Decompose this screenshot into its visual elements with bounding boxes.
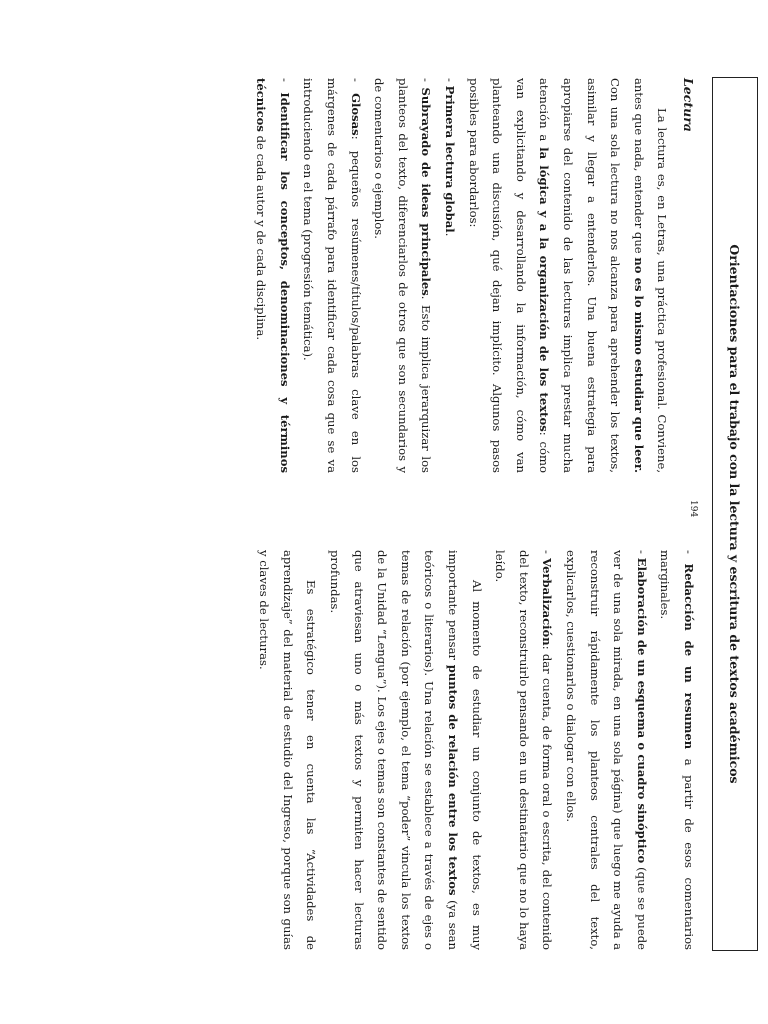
step-bold: Identificar los conceptos, denominaciones y términos técnicos — [254, 78, 292, 473]
step-text: de cada autor y de cada disciplina. — [254, 131, 269, 341]
step-bold: Elaboración de un esquema o cuadro sinóptico — [634, 557, 649, 864]
relation-bold: puntos de relación entre los textos — [446, 664, 461, 896]
strategy-paragraph: Es estratégico tener en cuenta las “Actividades de aprendizaje” del material de estudio del Ingreso, porque son guías y claves de lecturas. — [257, 550, 319, 950]
step-text: a partir de esos comentarios marginales. — [658, 550, 696, 950]
step-text: (que se puede ver de una sola mirada, en una sola página) que luego me ayuda a reconstruir rápidamente los planteos centrales del texto, explicarlos, cuestionarlos o dialogar con ellos. — [564, 550, 649, 950]
intro-text-1: La lectura es, en Letras, una práctica profesional. Conviene, antes que nada, entender que — [631, 78, 670, 473]
step-bold: Primera lectura global — [443, 85, 458, 233]
step-dash: - — [419, 78, 434, 88]
step-text: : pequeños resúmenes/títulos/palabras clave en los márgenes de cada párrafo para identificar cada cosa que se va introduciendo en el tema (progresión temática). — [301, 78, 363, 473]
step-dash: - — [443, 78, 458, 86]
relation-text-1: Al momento de estudiar un conjunto de textos, es muy importante pensar — [446, 550, 484, 950]
step-subrayado — [367, 78, 438, 473]
left-column — [249, 78, 700, 473]
step-text: . — [443, 232, 458, 237]
intro-paragraph — [461, 78, 673, 473]
right-column — [252, 550, 700, 950]
step-dash: - — [540, 550, 555, 559]
intro-text-2: Con una sola lectura no nos alcanza para aprehender los textos, asimilar y llegar a entenderlos. Una buena estrategia para apropiarse del contenido de las lecturas implica prestar mucha atención a — [537, 78, 623, 473]
step-verbalizacion — [488, 550, 559, 950]
step-dash: - — [634, 550, 649, 558]
step-bold: Subrayado de ideas principales — [419, 87, 434, 296]
step-bold: Verbalización — [540, 558, 555, 646]
step-bold: Glosas — [348, 93, 363, 136]
intro-text-3: : cómo van explicitando y desarrollando la información, cómo van planteando una discusión, qué dejan implícito. Algunos pasos posibles para abordarlos: — [466, 78, 552, 473]
step-primera-lectura — [437, 78, 461, 473]
intro-bold-1: no es lo mismo estudiar que leer. — [631, 257, 646, 473]
relation-text-2: (ya sean teóricos o literarios). Una relación se establece a través de ejes o temas de relación (por ejemplo, el tema “poder” vincula los textos de la Unidad “Lengua”). Los ejes o temas son constantes de sentido que atraviesan uno o más textos y permiten hacer lecturas profundas. — [328, 550, 461, 951]
step-glosas — [296, 78, 367, 473]
page-title: Orientaciones para el trabajo con la lectura y escritura de textos académicos — [727, 244, 743, 784]
relation-paragraph — [323, 550, 488, 950]
page-title-box — [712, 77, 758, 951]
step-dash: - — [348, 78, 363, 94]
step-bold: Redacción de un resumen — [682, 563, 696, 750]
step-conceptos — [249, 78, 296, 473]
intro-bold-2: la lógica y a la organización de los textos — [537, 147, 552, 432]
step-text: : dar cuenta, de forma oral o escrita, del contenido del texto, reconstruirlo pensando en un destinatario que no lo haya leído. — [493, 550, 555, 950]
section-heading: Lectura — [681, 78, 696, 132]
step-dash: - — [682, 550, 696, 564]
step-esquema — [558, 550, 652, 950]
step-text: . Esto implica jerarquizar los planteos del texto, diferenciarlos de otros que son secundarios y de comentarios o ejemplos. — [372, 78, 434, 474]
step-resumen — [653, 550, 700, 950]
page-number: 194 — [688, 500, 698, 518]
step-dash: - — [277, 78, 292, 93]
